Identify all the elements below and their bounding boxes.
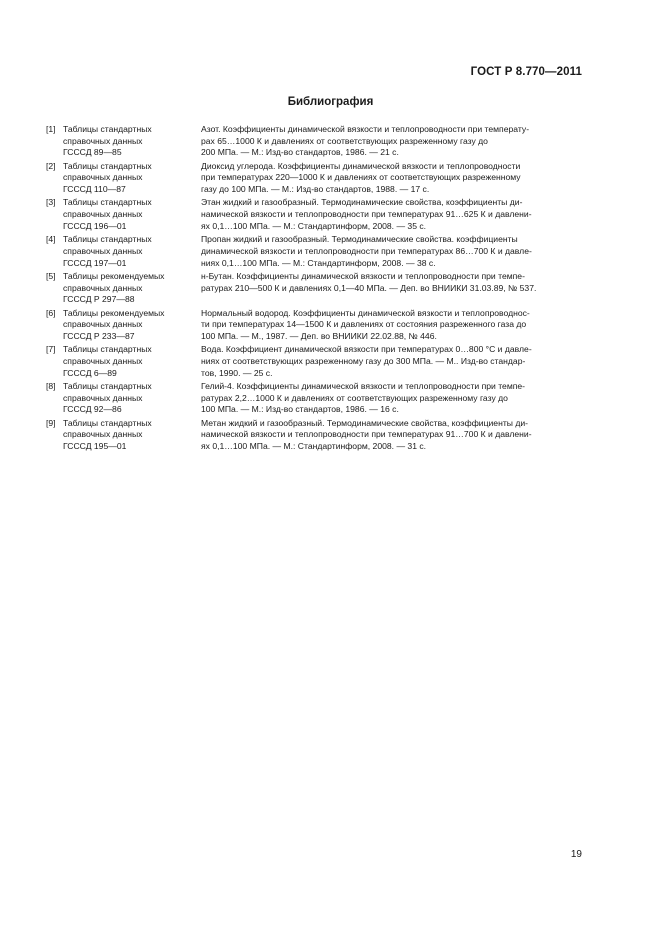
document-code: ГОСТ Р 8.770—2011 [470, 66, 582, 78]
entry-source-line: справочных данных [63, 172, 143, 183]
entry-description-line: Гелий-4. Коэффициенты динамической вязкости и теплопроводности при темпе- [201, 380, 526, 391]
entry-description-line: н-Бутан. Коэффициенты динамической вязкости и теплопроводности при темпе- [201, 270, 525, 281]
page-number: 19 [570, 849, 582, 860]
entry-description-line: Диоксид углерода. Коэффициенты динамической вязкости и теплопроводности [201, 160, 521, 171]
entry-number: [7] [46, 344, 56, 355]
entry-description [201, 197, 582, 232]
entry-description-line: ратурах 210—500 К и давлениях 0,1—40 МПа. — Деп. во ВНИИКИ 31.03.89, № 537. [201, 282, 537, 293]
entry-source-line: Таблицы стандартных [63, 124, 152, 134]
entry-number: [6] [46, 307, 56, 318]
entry-number: [2] [46, 160, 56, 171]
entry-source [63, 418, 201, 453]
entry-source-line: Таблицы стандартных [63, 160, 152, 171]
entry-source-line: ГСССД 6—89 [63, 367, 117, 378]
entry-description [201, 124, 582, 159]
entry-description-line: 100 МПа. — М., 1987. — Деп. во ВНИИКИ 22.02.88, № 446. [201, 330, 437, 341]
entry-source-line: справочных данных [63, 245, 143, 256]
entry-source-line: Таблицы стандартных [63, 234, 152, 245]
entry-description-line: рах 65…1000 К и давлениях от соответствующих разреженному газу до [201, 135, 488, 146]
bibliography-entry [46, 344, 582, 379]
entry-description-line: намической вязкости и теплопроводности при температурах 91…625 К и давлени- [201, 209, 532, 220]
bibliography-list [46, 124, 582, 454]
entry-description-line: Вода. Коэффициент динамической вязкости при температурах 0…800 °С и давле- [201, 344, 532, 355]
entry-description-line: Этан жидкий и газообразный. Термодинамические свойства, коэффициенты ди- [201, 197, 523, 208]
entry-source-line: Таблицы рекомендуемых [63, 270, 165, 281]
entry-description-line: динамической вязкости и теплопроводности при температурах 86…700 К и давле- [201, 245, 532, 256]
entry-description-line: Метан жидкий и газообразный. Термодинамические свойства, коэффициенты ди- [201, 417, 528, 428]
entry-description-line: Нормальный водород. Коэффициенты динамической вязкости и теплопроводнос- [201, 307, 530, 318]
entry-description-line: намической вязкости и теплопроводности при температурах 91…700 К и давлени- [201, 429, 532, 440]
entry-source [63, 124, 201, 159]
entry-number: [3] [46, 197, 56, 208]
entry-description [201, 161, 582, 196]
bibliography-entry [46, 234, 582, 269]
entry-source [63, 161, 201, 196]
bibliography-entry [46, 381, 582, 416]
entry-source-line: ГСССД Р 297—88 [63, 294, 135, 305]
entry-description-line: 100 МПа. — М.: Изд-во стандартов, 1986. — 16 с. [201, 404, 399, 415]
bibliography-entry [46, 308, 582, 343]
entry-number: [1] [46, 124, 56, 134]
entry-source-line: ГСССД 92—86 [63, 404, 122, 415]
entry-description [201, 344, 582, 379]
entry-number: [5] [46, 270, 56, 281]
entry-source [63, 271, 201, 306]
entry-source-line: ГСССД Р 233—87 [63, 330, 135, 341]
entry-source-line: Таблицы стандартных [63, 344, 152, 355]
entry-description-line: ях 0,1…100 МПа. — М.: Стандартинформ, 2008. — 35 с. [201, 220, 427, 231]
bibliography-entry [46, 124, 582, 159]
entry-source [63, 308, 201, 343]
entry-source-line: справочных данных [63, 135, 143, 146]
entry-description-line: при температурах 220—1000 К и давлениях от соответствующих разреженному [201, 172, 521, 183]
entry-description-line: Пропан жидкий и газообразный. Термодинамические свойства. коэффициенты [201, 234, 518, 245]
entry-description-line: ниях 0,1…100 МПа. — М.: Стандартинформ, 2008. — 38 с. [201, 257, 436, 268]
entry-source [63, 344, 201, 379]
entry-source-line: справочных данных [63, 392, 143, 403]
page-title: Библиография [287, 96, 374, 108]
entry-description-line: ях 0,1…100 МПа. — М.: Стандартинформ, 2008. — 31 с. [201, 441, 427, 452]
entry-source [63, 381, 201, 416]
entry-description-line: ратурах 2,2…1000 К и давлениях от соответствующих разреженному газу до [201, 392, 508, 403]
entry-source-line: ГСССД 110—87 [63, 184, 126, 195]
entry-description [201, 381, 582, 416]
entry-source [63, 234, 201, 269]
entry-description-line: 200 МПа. — М.: Изд-во стандартов, 1986. — 21 с. [201, 147, 399, 158]
entry-number: [9] [46, 417, 56, 428]
bibliography-entry [46, 161, 582, 196]
entry-description [201, 271, 582, 306]
entry-number: [8] [46, 380, 56, 391]
entry-description-line: ти при температурах 14—1500 К и давлениях от состояния разреженного газа до [201, 319, 527, 330]
entry-source-line: справочных данных [63, 209, 143, 220]
entry-description-line: газу до 100 МПа. — М.: Изд-во стандартов, 1988. — 17 с. [201, 184, 430, 195]
entry-source-line: Таблицы стандартных [63, 417, 152, 428]
bibliography-entry [46, 418, 582, 453]
entry-source-line: справочных данных [63, 319, 143, 330]
entry-source-line: ГСССД 195—01 [63, 441, 127, 452]
entry-source-line: ГСССД 89—85 [63, 147, 122, 158]
entry-description [201, 308, 582, 343]
entry-description [201, 234, 582, 269]
entry-source-line: Таблицы рекомендуемых [63, 307, 165, 318]
entry-source-line: Таблицы стандартных [63, 197, 152, 208]
entry-source-line: ГСССД 197—01 [63, 257, 127, 268]
entry-source-line: справочных данных [63, 355, 143, 366]
entry-description [201, 418, 582, 453]
bibliography-entry [46, 271, 582, 306]
entry-number: [4] [46, 234, 56, 245]
entry-description-line: Азот. Коэффициенты динамической вязкости и теплопроводности при температу- [201, 124, 530, 134]
entry-source [63, 197, 201, 232]
entry-source-line: ГСССД 196—01 [63, 220, 127, 231]
entry-source-line: справочных данных [63, 429, 143, 440]
entry-source-line: Таблицы стандартных [63, 380, 152, 391]
entry-description-line: ниях от соответствующих разреженному газу до 300 МПа. — М.. Изд-во стандар- [201, 355, 526, 366]
bibliography-entry [46, 197, 582, 232]
entry-source-line: справочных данных [63, 282, 143, 293]
entry-description-line: тов, 1990. — 25 с. [201, 367, 273, 378]
